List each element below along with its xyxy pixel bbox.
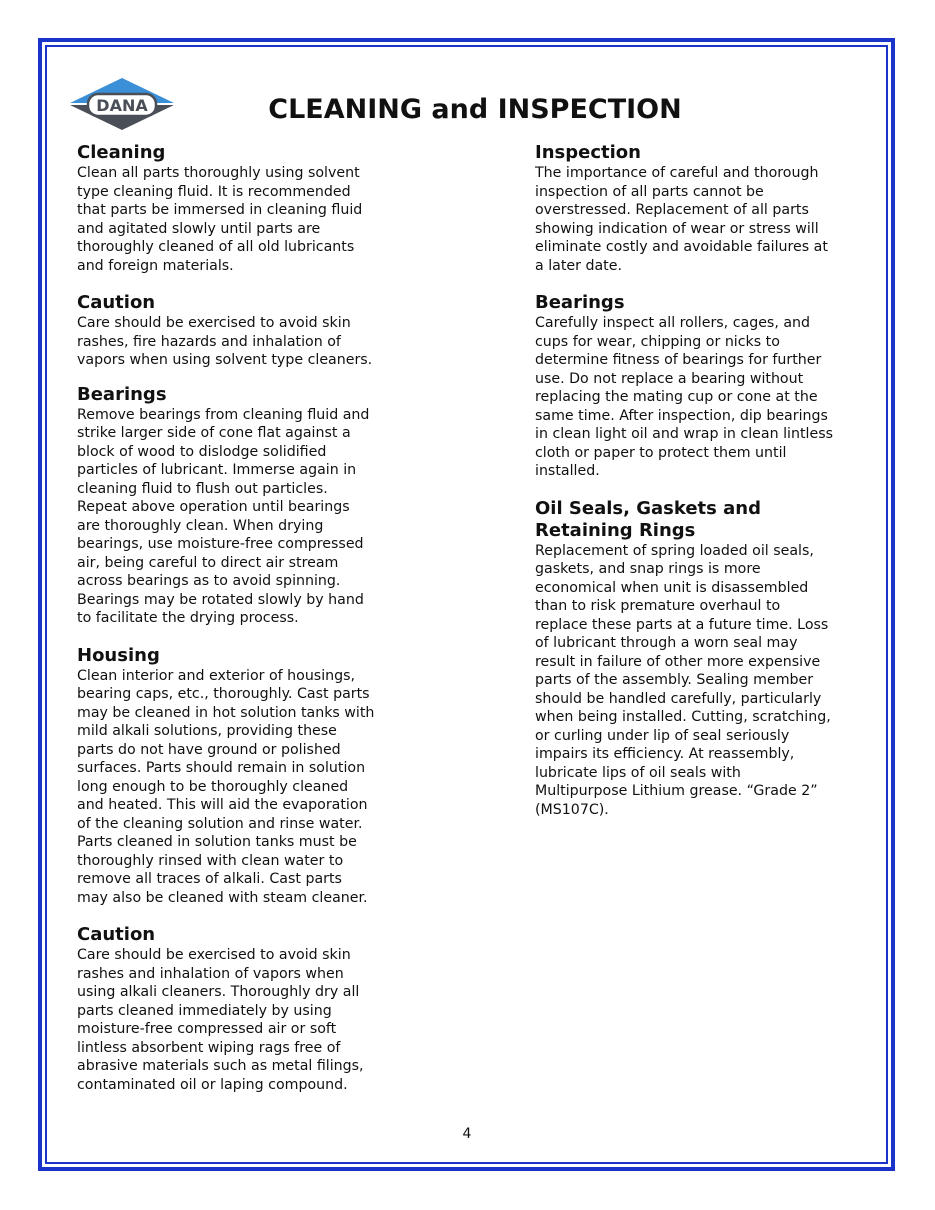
section-body: The importance of careful and thorough inspection of all parts cannot be overstressed. Replacement of all parts showing indication of wear or stress will eliminate costly and avoidable failures at a later date. — [535, 165, 828, 274]
section-heading: Bearings — [77, 383, 167, 405]
page-number: 4 — [462, 1126, 472, 1142]
section-heading: Inspection — [535, 142, 641, 163]
left-column — [77, 142, 407, 1094]
section-oil-seals — [535, 498, 865, 820]
section-body: Clean interior and exterior of housings, bearing caps, etc., thoroughly. Cast parts may be cleaned in hot solution tanks with mild alkali solutions, providing these parts do not have ground or polished surfaces. Parts should remain in solution long enough to be thoroughly cleaned and heated. This will aid the evaporation of the cleaning solution and rinse water. Parts cleaned in solution tanks must be thoroughly rinsed with clean water to remove all traces of alkali. Cast parts may also be cleaned with steam cleaner. — [77, 667, 375, 906]
right-column — [535, 142, 865, 819]
section-heading: Cleaning — [77, 142, 166, 163]
section-body: Carefully inspect all rollers, cages, and cups for wear, chipping or nicks to determine fitness of bearings for further use. Do not replace a bearing without replacing the mating cup or cone at the same time. After inspection, dip bearings in clean light oil and wrap in clean lintless cloth or paper to protect them until installed. — [535, 315, 833, 479]
section-body: Care should be exercised to avoid skin rashes, fire hazards and inhalation of vapors when using solvent type cleaners. — [77, 315, 373, 368]
section-body: Clean all parts thoroughly using solvent type cleaning fluid. It is recommended that parts be immersed in cleaning fluid and agitated slowly until parts are thoroughly cleaned of all old lubricants and foreign materials. — [77, 165, 363, 274]
section-body: Replacement of spring loaded oil seals, gaskets, and snap rings is more economical when unit is disassembled than to risk premature overhaul to replace these parts at a future time. Loss of lubricant through a worn seal may result in failure of other more expensive parts of the assembly. Sealing member should be handled carefully, particularly when being installed. Cutting, scratching, or curling under lip of seal seriously impairs its efficiency. At reassembly, lubricate lips of oil seals with Multipurpose Lithium grease. “Grade 2” (MS107C). — [535, 542, 831, 818]
section-body: Care should be exercised to avoid skin rashes and inhalation of vapors when using alkali cleaners. Thoroughly dry all parts cleaned immediately by using moisture-free compressed air or soft lintless absorbent wiping rags free of abrasive materials such as metal filings, contaminated oil or laping compound. — [77, 947, 364, 1093]
section-bearings-inspection — [535, 292, 865, 481]
section-bearings-cleaning — [77, 384, 407, 628]
section-housing — [77, 645, 407, 908]
page-title: CLEANING and INSPECTION — [268, 94, 682, 125]
section-heading: Oil Seals, Gaskets and Retaining Rings — [535, 497, 761, 541]
section-body: Remove bearings from cleaning fluid and strike larger side of cone flat against a block of wood to dislodge solidified particles of lubricant. Immerse again in cleaning fluid to flush out particles. Repeat above operation until bearings are thoroughly clean. When drying bearings, use moisture-free compressed air, being careful to direct air stream across bearings as to avoid spinning. Bearings may be rotated slowly by hand to facilitate the drying process. — [77, 406, 370, 626]
section-heading: Caution — [77, 292, 156, 313]
section-caution-solvent — [77, 292, 407, 370]
section-cleaning — [77, 142, 407, 275]
section-inspection — [535, 142, 865, 275]
logo-text: DANA — [96, 96, 148, 115]
section-caution-alkali — [77, 924, 407, 1094]
section-heading: Housing — [77, 644, 160, 666]
section-heading: Caution — [77, 924, 156, 945]
dana-logo — [66, 76, 178, 132]
section-heading: Bearings — [535, 292, 625, 313]
